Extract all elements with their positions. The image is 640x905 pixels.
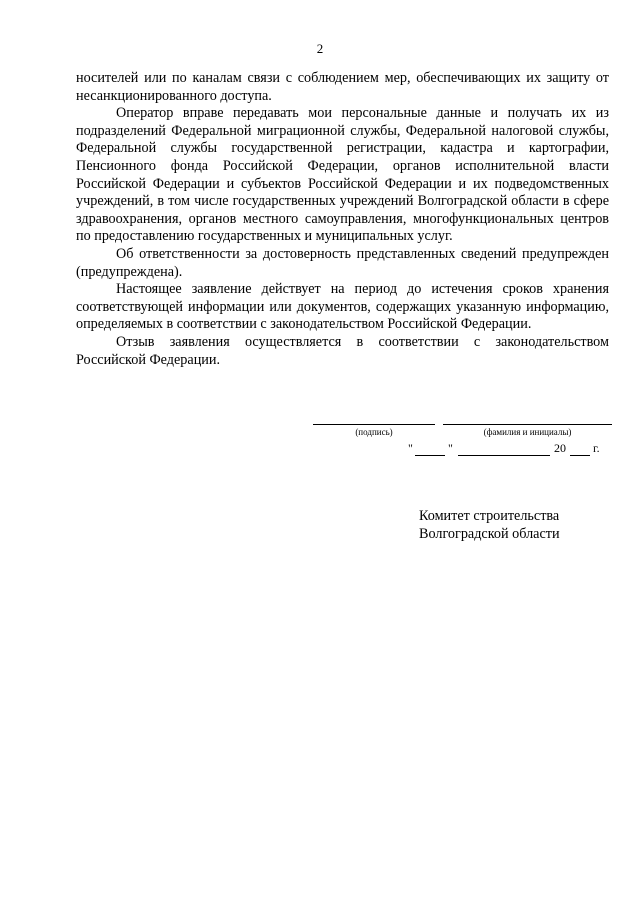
date-close-quote: " <box>448 441 453 455</box>
month-field[interactable] <box>458 455 550 456</box>
date-row <box>404 441 610 459</box>
year-suffix: г. <box>593 441 600 455</box>
document-body <box>76 70 609 369</box>
page-number: 2 <box>316 41 324 56</box>
name-caption: (фамилия и инициалы) <box>483 427 572 437</box>
signature-caption: (подпись) <box>355 427 393 437</box>
paragraph-data-transfer: Оператор вправе передавать мои персональные данные и получать их из подразделений Федеральной миграционной службы, Федеральной налоговой службы, Федеральной службы государственной регистрации, кадастра и картографии, Пенсионного фонда Российской Федерации, органов исполнительной власти Российской Федерации и субъектов Российской Федерации и их подведомственных учреждений, в том числе государственных учреждений Волгоградской области в сфере здравоохранения, органов местного самоуправления, многофункциональных центров по предоставлению государственных и муниципальных услуг. <box>76 105 609 245</box>
paragraph-continuation: носителей или по каналам связи с соблюдением мер, обеспечивающих их защиту от несанкционированного доступа. <box>76 70 609 104</box>
addressee-block <box>419 508 560 543</box>
date-open-quote: " <box>408 441 413 455</box>
paragraph-revocation: Отзыв заявления осуществляется в соответствии с законодательством Российской Федерации. <box>76 333 609 368</box>
signature-line[interactable] <box>313 424 435 425</box>
paragraph-responsibility: Об ответственности за достоверность представленных сведений предупрежден (предупреждена). <box>76 245 609 280</box>
year-prefix: 20 <box>554 441 566 455</box>
addressee-line-2: Волгоградской области <box>419 525 560 542</box>
year-field[interactable] <box>570 455 590 456</box>
addressee-line-1: Комитет строительства <box>419 508 560 524</box>
name-line[interactable] <box>443 424 612 425</box>
paragraph-validity-period: Настоящее заявление действует на период до истечения сроков хранения соответствующей информации или документов, содержащих указанную информацию, определяемых в соответствии с законодательством Российской Федерации. <box>76 281 609 333</box>
day-field[interactable] <box>415 455 445 456</box>
